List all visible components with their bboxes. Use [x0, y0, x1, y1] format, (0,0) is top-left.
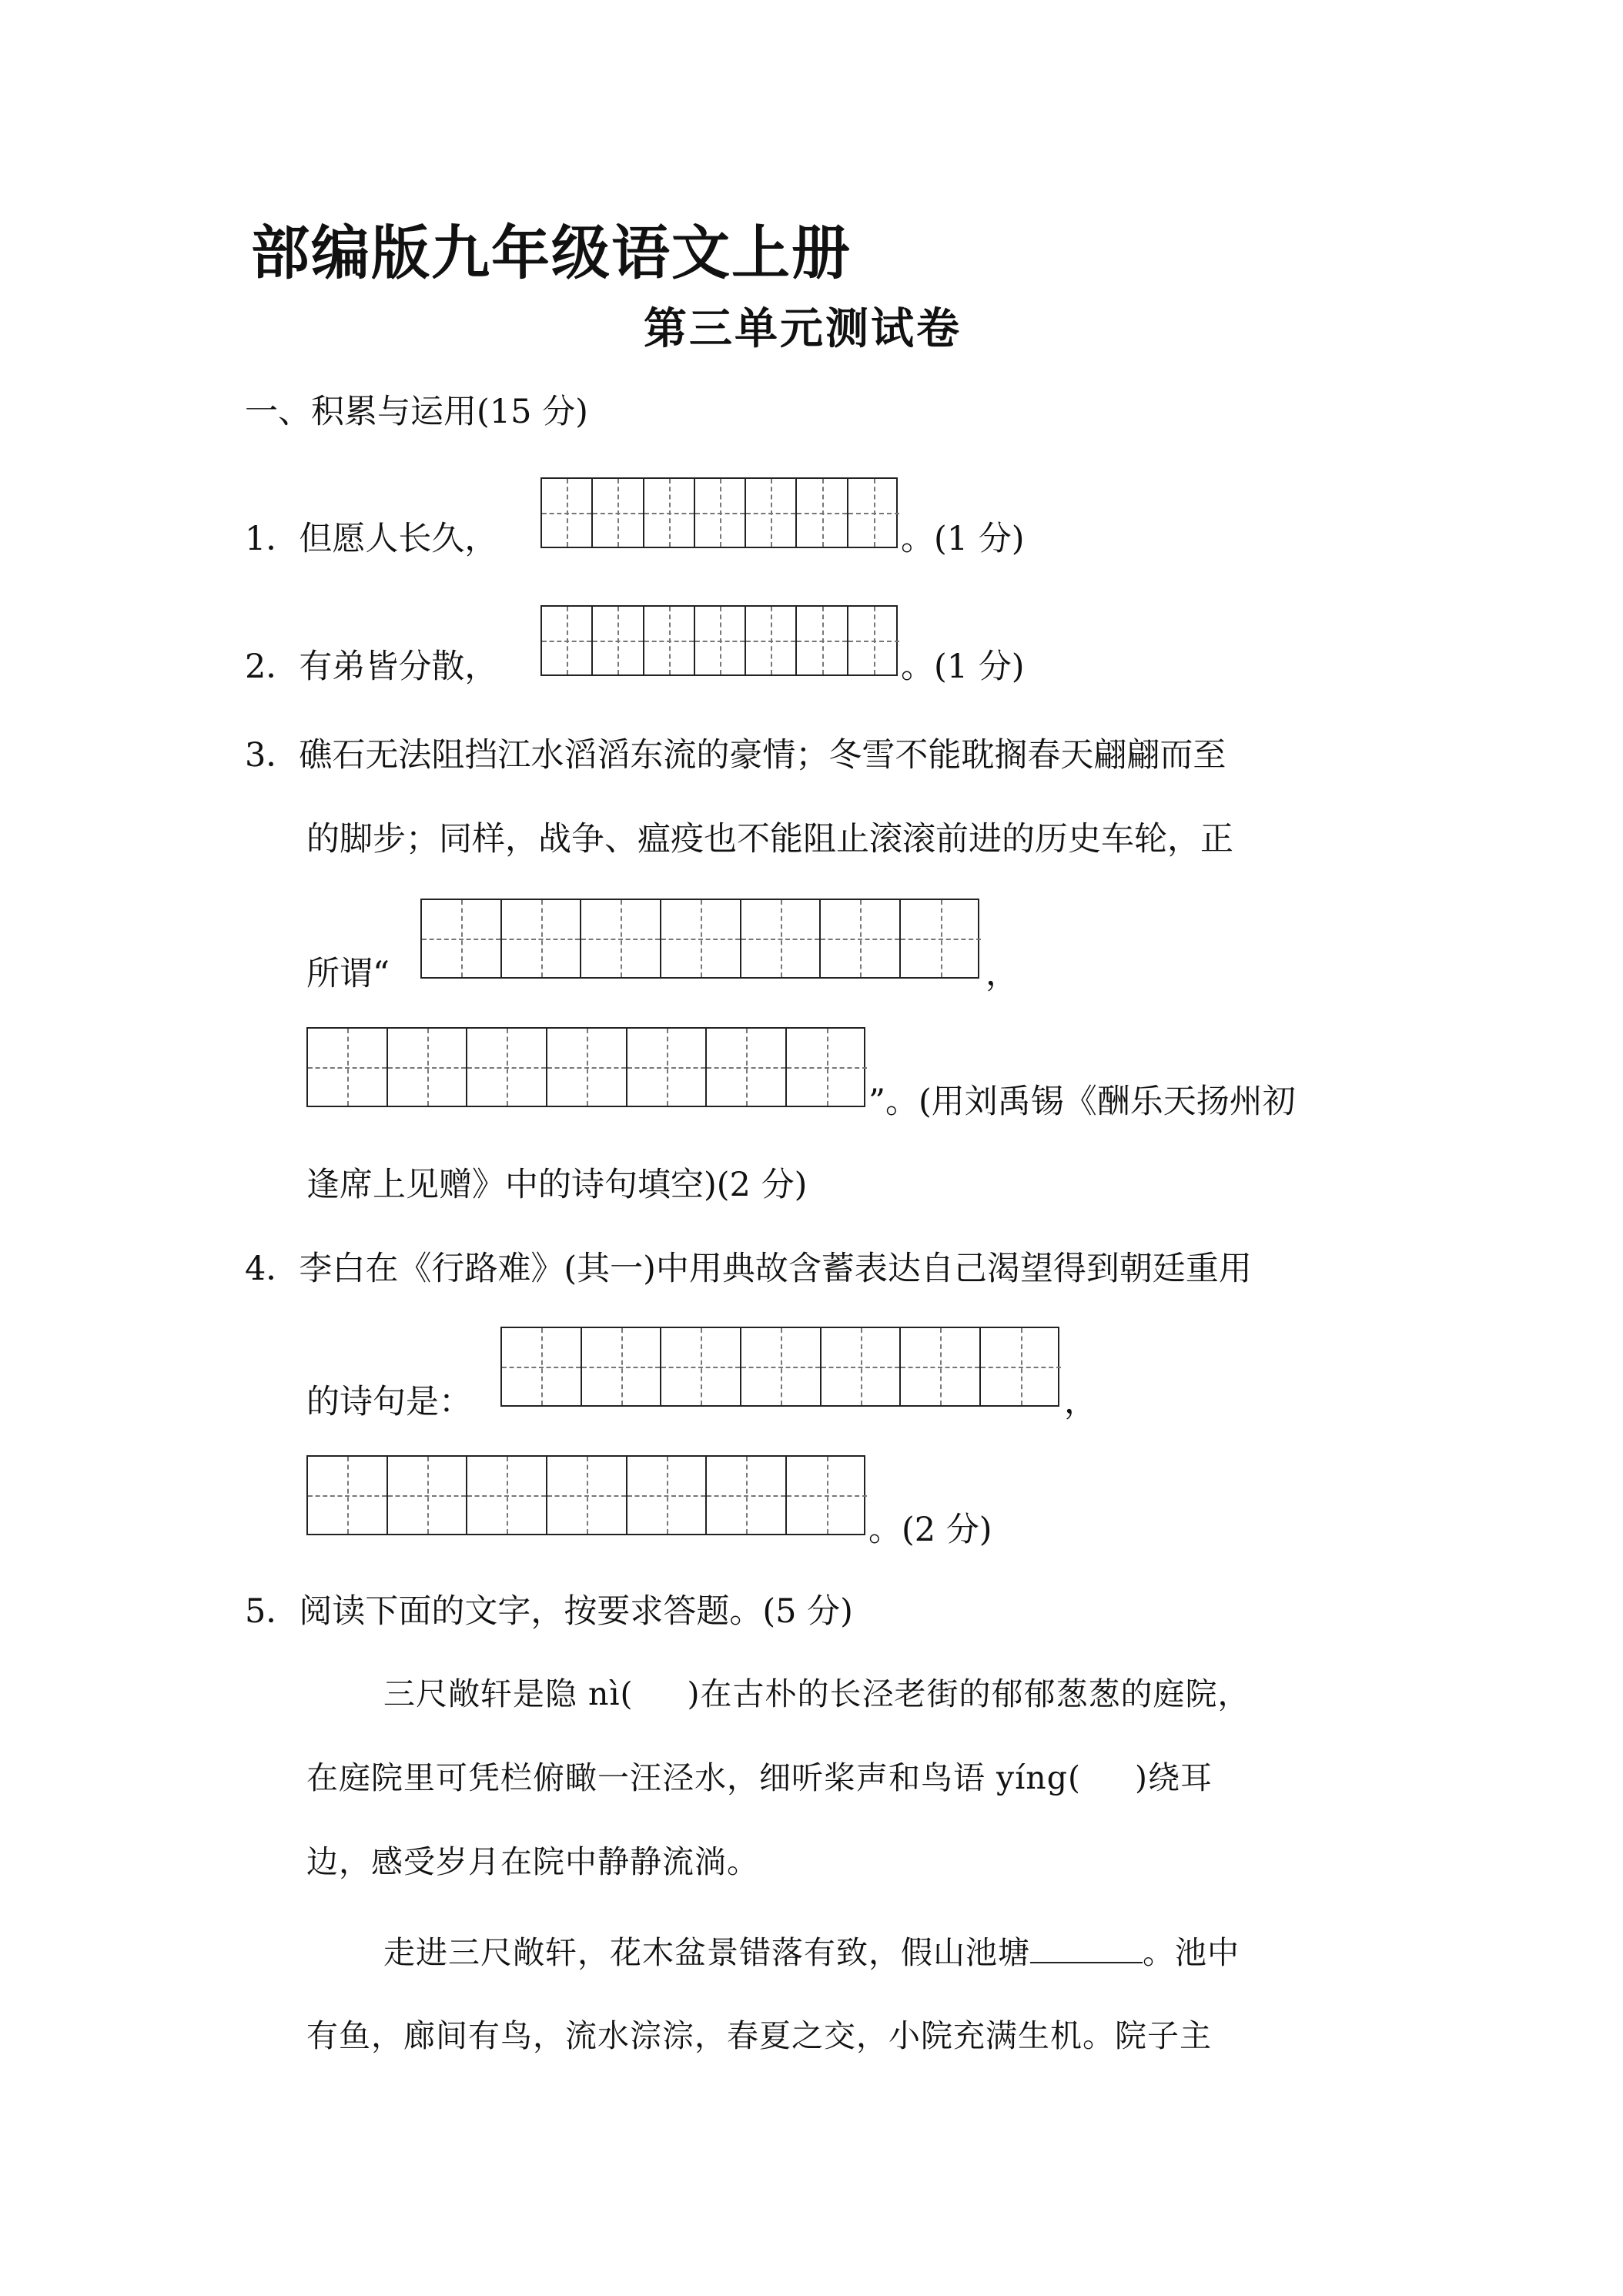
- grid-cell[interactable]: [308, 1029, 388, 1106]
- grid-cell[interactable]: [901, 1328, 981, 1405]
- grid-cell[interactable]: [627, 1029, 708, 1106]
- grid-cell[interactable]: [797, 607, 848, 674]
- grid-cell[interactable]: [581, 900, 661, 977]
- grid-cell[interactable]: [627, 1457, 708, 1534]
- q3-answer-grid-2[interactable]: [306, 1027, 865, 1107]
- grid-cell[interactable]: [422, 900, 502, 977]
- q3-answer-grid-1[interactable]: [420, 899, 979, 979]
- grid-cell[interactable]: [661, 1328, 741, 1405]
- q5-passage-line1: [383, 1675, 1250, 1712]
- q5-heading: 5．阅读下面的文字，按要求答题。(5 分): [245, 1592, 853, 1631]
- grid-cell[interactable]: [467, 1029, 547, 1106]
- q1-prefix: 1．但愿人长久，: [245, 520, 498, 558]
- grid-cell[interactable]: [388, 1457, 468, 1534]
- q4-line1: 4．李白在《行路难》(其一)中用典故含蓄表达自己渴望得到朝廷重用: [245, 1250, 1252, 1288]
- grid-cell[interactable]: [746, 607, 797, 674]
- grid-cell[interactable]: [797, 479, 848, 547]
- grid-cell[interactable]: [695, 479, 746, 547]
- q5-passage-line3: 边，感受岁月在院中静静流淌。: [306, 1843, 759, 1880]
- q3-mid: ，: [986, 955, 1019, 993]
- q4-answer-grid-1[interactable]: [500, 1327, 1059, 1407]
- q3-suffix: ”。(用刘禹锡《酬乐天扬州初: [868, 1083, 1296, 1121]
- q5-p2a: 在庭院里可凭栏俯瞰一汪泾水，细听桨声和鸟语 yíng(: [306, 1759, 1081, 1796]
- q5-p4a: 走进三尺敞轩，花木盆景错落有致，假山池塘: [383, 1934, 1030, 1971]
- q5-p1b: )在古朴的长泾老街的郁郁葱葱的庭院，: [687, 1675, 1250, 1712]
- q5-p4b: 。池中: [1143, 1934, 1240, 1971]
- grid-cell[interactable]: [661, 900, 741, 977]
- grid-cell[interactable]: [547, 1457, 627, 1534]
- page-title: 部编版九年级语文上册: [251, 219, 852, 287]
- grid-cell[interactable]: [707, 1457, 787, 1534]
- grid-cell[interactable]: [502, 1328, 582, 1405]
- q2-answer-grid[interactable]: [540, 605, 898, 676]
- grid-cell[interactable]: [388, 1029, 468, 1106]
- grid-cell[interactable]: [542, 479, 593, 547]
- grid-cell[interactable]: [901, 900, 981, 977]
- q4-prefix: 的诗句是：: [306, 1383, 472, 1421]
- q4-answer-grid-2[interactable]: [306, 1455, 865, 1535]
- grid-cell[interactable]: [644, 479, 695, 547]
- q5-passage-line2: [306, 1759, 1213, 1796]
- q3-line1: 3．礁石无法阻挡江水滔滔东流的豪情；冬雪不能耽搁春天翩翩而至: [245, 736, 1226, 775]
- grid-cell[interactable]: [741, 900, 822, 977]
- q3-prefix: 所谓“: [306, 955, 390, 993]
- section-heading: 一、积累与运用(15 分): [245, 393, 588, 431]
- grid-cell[interactable]: [547, 1029, 627, 1106]
- grid-cell[interactable]: [695, 607, 746, 674]
- grid-cell[interactable]: [308, 1457, 388, 1534]
- grid-cell[interactable]: [981, 1328, 1061, 1405]
- q4-mid: ，: [1064, 1383, 1097, 1421]
- q2-prefix: 2．有弟皆分散，: [245, 648, 498, 686]
- grid-cell[interactable]: [822, 1328, 902, 1405]
- q5-p1a: 三尺敞轩是隐 nì(: [383, 1675, 634, 1712]
- q5-p2b: )绕耳: [1134, 1759, 1213, 1796]
- grid-cell[interactable]: [707, 1029, 787, 1106]
- q2-suffix: 。(1 分): [901, 648, 1025, 686]
- grid-cell[interactable]: [502, 900, 582, 977]
- fill-in-blank[interactable]: [1030, 1936, 1143, 1963]
- grid-cell[interactable]: [821, 900, 901, 977]
- grid-cell[interactable]: [848, 479, 899, 547]
- grid-cell[interactable]: [593, 479, 644, 547]
- q3-line5: 逢席上见赠》中的诗句填空)(2 分): [306, 1166, 808, 1204]
- q4-suffix: 。(2 分): [868, 1511, 992, 1549]
- grid-cell[interactable]: [787, 1457, 867, 1534]
- grid-cell[interactable]: [542, 607, 593, 674]
- grid-cell[interactable]: [741, 1328, 822, 1405]
- q1-answer-grid[interactable]: [540, 477, 898, 548]
- grid-cell[interactable]: [848, 607, 899, 674]
- q3-line2: 的脚步；同样，战争、瘟疫也不能阻止滚滚前进的历史车轮，正: [306, 820, 1233, 858]
- grid-cell[interactable]: [746, 479, 797, 547]
- grid-cell[interactable]: [593, 607, 644, 674]
- page-subtitle: 第三单元测试卷: [644, 304, 962, 354]
- grid-cell[interactable]: [644, 607, 695, 674]
- grid-cell[interactable]: [787, 1029, 867, 1106]
- grid-cell[interactable]: [582, 1328, 662, 1405]
- q5-passage-line4: [383, 1936, 1240, 1969]
- q1-suffix: 。(1 分): [901, 520, 1025, 558]
- grid-cell[interactable]: [467, 1457, 547, 1534]
- q5-passage-line5: 有鱼，廊间有鸟，流水淙淙，春夏之交，小院充满生机。院子主: [306, 2017, 1212, 2054]
